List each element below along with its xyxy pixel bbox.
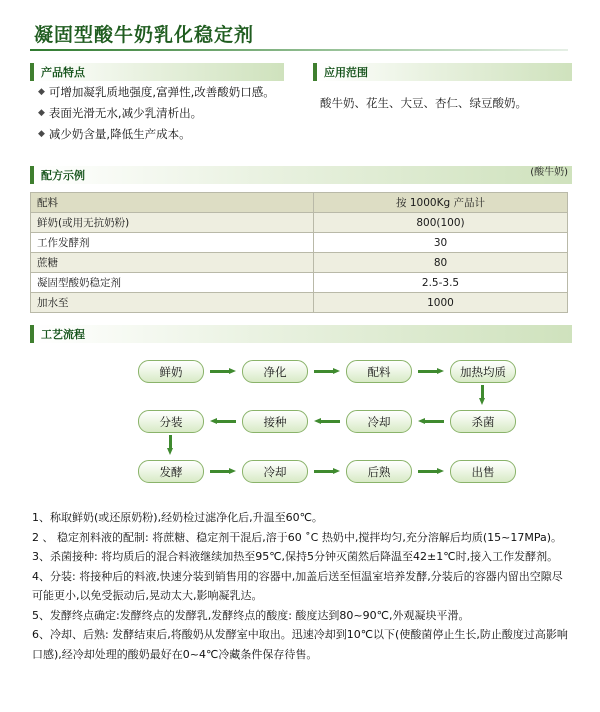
cell-amount: 2.5-3.5 bbox=[314, 273, 568, 293]
flow-node-sale: 出售 bbox=[450, 460, 516, 483]
section-header-process-label: 工艺流程 bbox=[41, 328, 85, 341]
arrow-right-icon bbox=[314, 468, 340, 475]
formula-table bbox=[30, 192, 568, 313]
flow-node-purify: 净化 bbox=[242, 360, 308, 383]
feature-text: 可增加凝乳质地强度,富弹性,改善酸奶口感。 bbox=[48, 85, 275, 99]
process-flow-chart bbox=[30, 348, 568, 488]
flow-node-cooling-1: 冷却 bbox=[346, 410, 412, 433]
table-header-amount: 按 1000Kg 产品计 bbox=[314, 193, 568, 213]
arrow-down-icon bbox=[479, 385, 486, 405]
feature-text: 减少奶含量,降低生产成本。 bbox=[48, 127, 191, 141]
feature-text: 表面光滑无水,减少乳清析出。 bbox=[48, 106, 203, 120]
table-header-row bbox=[31, 193, 568, 213]
section-header-scope-label: 应用范围 bbox=[324, 66, 368, 79]
arrow-left-icon bbox=[314, 418, 340, 425]
page-title: 凝固型酸牛奶乳化稳定剂 bbox=[34, 24, 255, 46]
flow-node-packaging: 分装 bbox=[138, 410, 204, 433]
flow-node-cooling-2: 冷却 bbox=[242, 460, 308, 483]
scope-text: 酸牛奶、花生、大豆、杏仁、绿豆酸奶。 bbox=[320, 96, 527, 110]
cell-ingredient: 工作发酵剂 bbox=[31, 233, 314, 253]
section-header-scope bbox=[313, 63, 572, 81]
cell-amount: 1000 bbox=[314, 293, 568, 313]
cell-ingredient: 加水至 bbox=[31, 293, 314, 313]
flow-node-sterilize: 杀菌 bbox=[450, 410, 516, 433]
table-row bbox=[31, 293, 568, 313]
flow-node-fermentation: 发酵 bbox=[138, 460, 204, 483]
bullet-icon: ◆ bbox=[38, 108, 45, 118]
section-header-features bbox=[30, 63, 284, 81]
table-row bbox=[31, 213, 568, 233]
cell-ingredient: 凝固型酸奶稳定剂 bbox=[31, 273, 314, 293]
arrow-down-icon bbox=[167, 435, 174, 455]
table-row bbox=[31, 253, 568, 273]
procedure-text bbox=[32, 508, 572, 664]
procedure-step: 6、冷却、后熟: 发酵结束后,将酸奶从发酵室中取出。迅速冷却到10℃以下(使酸菌停止生长,防止酸度过高影响口感),经冷却处理的酸奶最好在0~4℃冷藏条件保存待售。 bbox=[32, 628, 568, 661]
table-row bbox=[31, 273, 568, 293]
section-header-formula bbox=[30, 166, 572, 184]
formula-note: (酸牛奶) bbox=[530, 167, 568, 178]
arrow-right-icon bbox=[210, 368, 236, 375]
section-header-process bbox=[30, 325, 572, 343]
arrow-left-icon bbox=[210, 418, 236, 425]
flow-node-heat-homogenize: 加热均质 bbox=[450, 360, 516, 383]
arrow-left-icon bbox=[418, 418, 444, 425]
arrow-right-icon bbox=[418, 468, 444, 475]
section-header-features-label: 产品特点 bbox=[41, 66, 85, 79]
flow-node-fresh-milk: 鲜奶 bbox=[138, 360, 204, 383]
list-item bbox=[38, 103, 293, 124]
cell-amount: 30 bbox=[314, 233, 568, 253]
procedure-step: 2 、 稳定剂料液的配制: 将蔗糖、稳定剂干混后,溶于60 ˚C 热奶中,搅拌均匀,充分溶解后均质(15~17MPa)。 bbox=[32, 530, 563, 544]
list-item bbox=[38, 82, 293, 103]
bullet-icon: ◆ bbox=[38, 87, 45, 97]
title-divider bbox=[30, 49, 568, 51]
table-row bbox=[31, 233, 568, 253]
arrow-right-icon bbox=[210, 468, 236, 475]
flow-node-inoculation: 接种 bbox=[242, 410, 308, 433]
procedure-step: 1、称取鲜奶(或还原奶粉),经奶检过滤净化后,升温至60℃。 bbox=[32, 511, 323, 524]
cell-ingredient: 蔗糖 bbox=[31, 253, 314, 273]
section-header-formula-label: 配方示例 bbox=[41, 169, 85, 182]
cell-ingredient: 鲜奶(或用无抗奶粉) bbox=[31, 213, 314, 233]
arrow-right-icon bbox=[314, 368, 340, 375]
features-list bbox=[38, 82, 293, 145]
arrow-right-icon bbox=[418, 368, 444, 375]
cell-amount: 80 bbox=[314, 253, 568, 273]
procedure-step: 3、杀菌接种: 将均质后的混合料液继续加热至95℃,保持5分钟灭菌然后降温至42±1℃时,接入工作发酵剂。 bbox=[32, 550, 559, 563]
flow-node-ingredients: 配料 bbox=[346, 360, 412, 383]
procedure-step: 4、分装: 将接种后的料液,快速分装到销售用的容器中,加盖后送至恒温室培养发酵,分装后的容器内留出空隙尽可能更小,以免受振动后,晃动太大,影响凝乳达。 bbox=[32, 569, 563, 602]
list-item bbox=[38, 124, 293, 145]
table-header-ingredient: 配料 bbox=[31, 193, 314, 213]
cell-amount: 800(100) bbox=[314, 213, 568, 233]
flow-node-after-ripening: 后熟 bbox=[346, 460, 412, 483]
bullet-icon: ◆ bbox=[38, 129, 45, 139]
procedure-step: 5、发酵终点确定:发酵终点的发酵乳,发酵终点的酸度: 酸度达到80~90℃,外观凝块平滑。 bbox=[32, 608, 470, 622]
